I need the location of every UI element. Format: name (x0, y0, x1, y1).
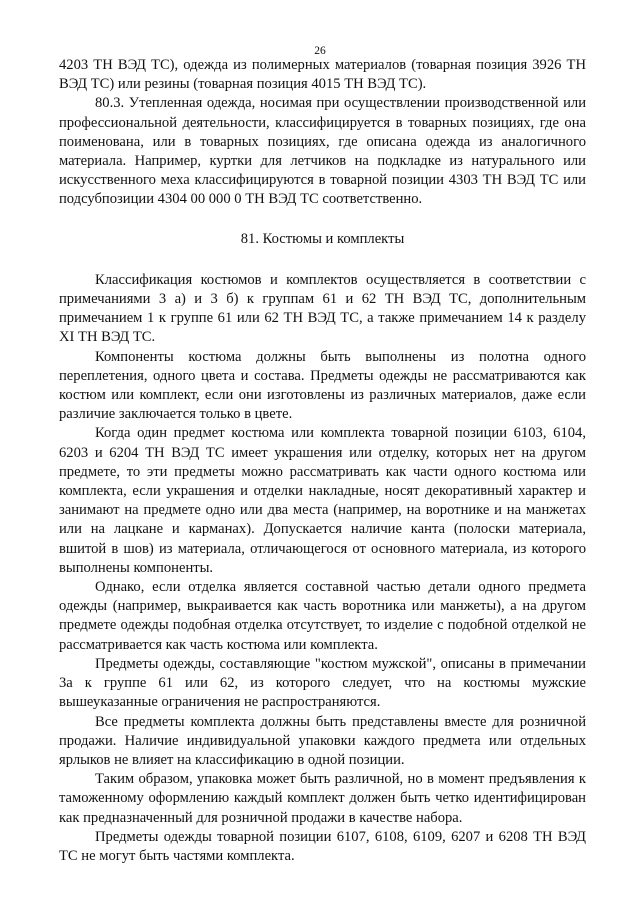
paragraph: Все предметы комплекта должны быть представлены вместе для розничной продажи. Наличие индивидуальной упаковки каждого предмета или отдельных ярлыков не влияет на классификацию в одной позиции. (59, 713, 586, 768)
paragraph: Предметы одежды, составляющие "костюм мужской", описаны в примечании 3а к группе 61 или 62, из которого следует, что на костюмы мужские вышеуказанные ограничения не распространяются. (59, 655, 586, 711)
paragraph: Когда один предмет костюма или комплекта товарной позиции 6103, 6104, 6203 и 6204 ТН ВЭД ТС имеет украшения или отделку, которых нет на другом предмете, то эти предметы можно рассматривать как части одного костюма или комплекта, если украшения и отделки накладные, носят декоративный характер и занимают на предмете одно или два места (например, на воротнике и на манжетах или на лацкане и карманах). Допускается наличие канта (полоски материала, вшитой в шов) из материала, отличающегося от основного материала, из которого выполнены компоненты. (59, 425, 586, 576)
paragraph-80-3: 80.3. Утепленная одежда, носимая при осуществлении производственной или профессиональной деятельности, классифицируется в товарных позициях, где она поименована, или в товарных позициях, где описана одежда из аналогичного материала. Например, куртки для летчиков на подкладке из натурального или искусственного меха классифицируются в товарной позиции 4303 ТН ВЭД ТС или подсубпозиции 4304 00 000 0 ТН ВЭД ТС соответственно. (59, 95, 586, 208)
paragraph: Компоненты костюма должны быть выполнены из полотна одного переплетения, одного цвета и состава. Предметы одежды не рассматриваются как костюм или комплект, если они изготовлены из различных материалов, даже если различие заключается только в цвете. (59, 348, 586, 423)
section-heading: 81. Костюмы и комплекты (240, 230, 405, 247)
paragraph: Классификация костюмов и комплектов осуществляется в соответствии с примечаниями 3 а) и 3 б) к группам 61 и 62 ТН ВЭД ТС, дополнительным примечанием 1 к группе 61 или 62 ТН ВЭД ТС, а также примечанием 14 к разделу XI ТН ВЭД ТС. (59, 271, 586, 346)
paragraph: Таким образом, упаковка может быть различной, но в момент предъявления к таможенному оформлению каждый комплект должен быть четко идентифицирован как предназначенный для розничной продажи в качестве набора. (59, 771, 586, 826)
paragraph: Предметы одежды товарной позиции 6107, 6108, 6109, 6207 и 6208 ТН ВЭД ТС не могут быть частями комплекта. (59, 828, 586, 864)
paragraph: Однако, если отделка является составной частью детали одного предмета одежды (например, выкраивается как часть воротника или манжеты), а на другом предмете одежды подобная отделка отсутствует, то изделие с подобной отделкой не рассматривается как часть костюма или комплекта. (59, 579, 586, 653)
document-body (59, 56, 586, 866)
page-number: 26 (314, 45, 326, 57)
paragraph-continuation: 4203 ТН ВЭД ТС), одежда из полимерных материалов (товарная позиция 3926 ТН ВЭД ТС) или резины (товарная позиция 4015 ТН ВЭД ТС). (59, 57, 586, 93)
